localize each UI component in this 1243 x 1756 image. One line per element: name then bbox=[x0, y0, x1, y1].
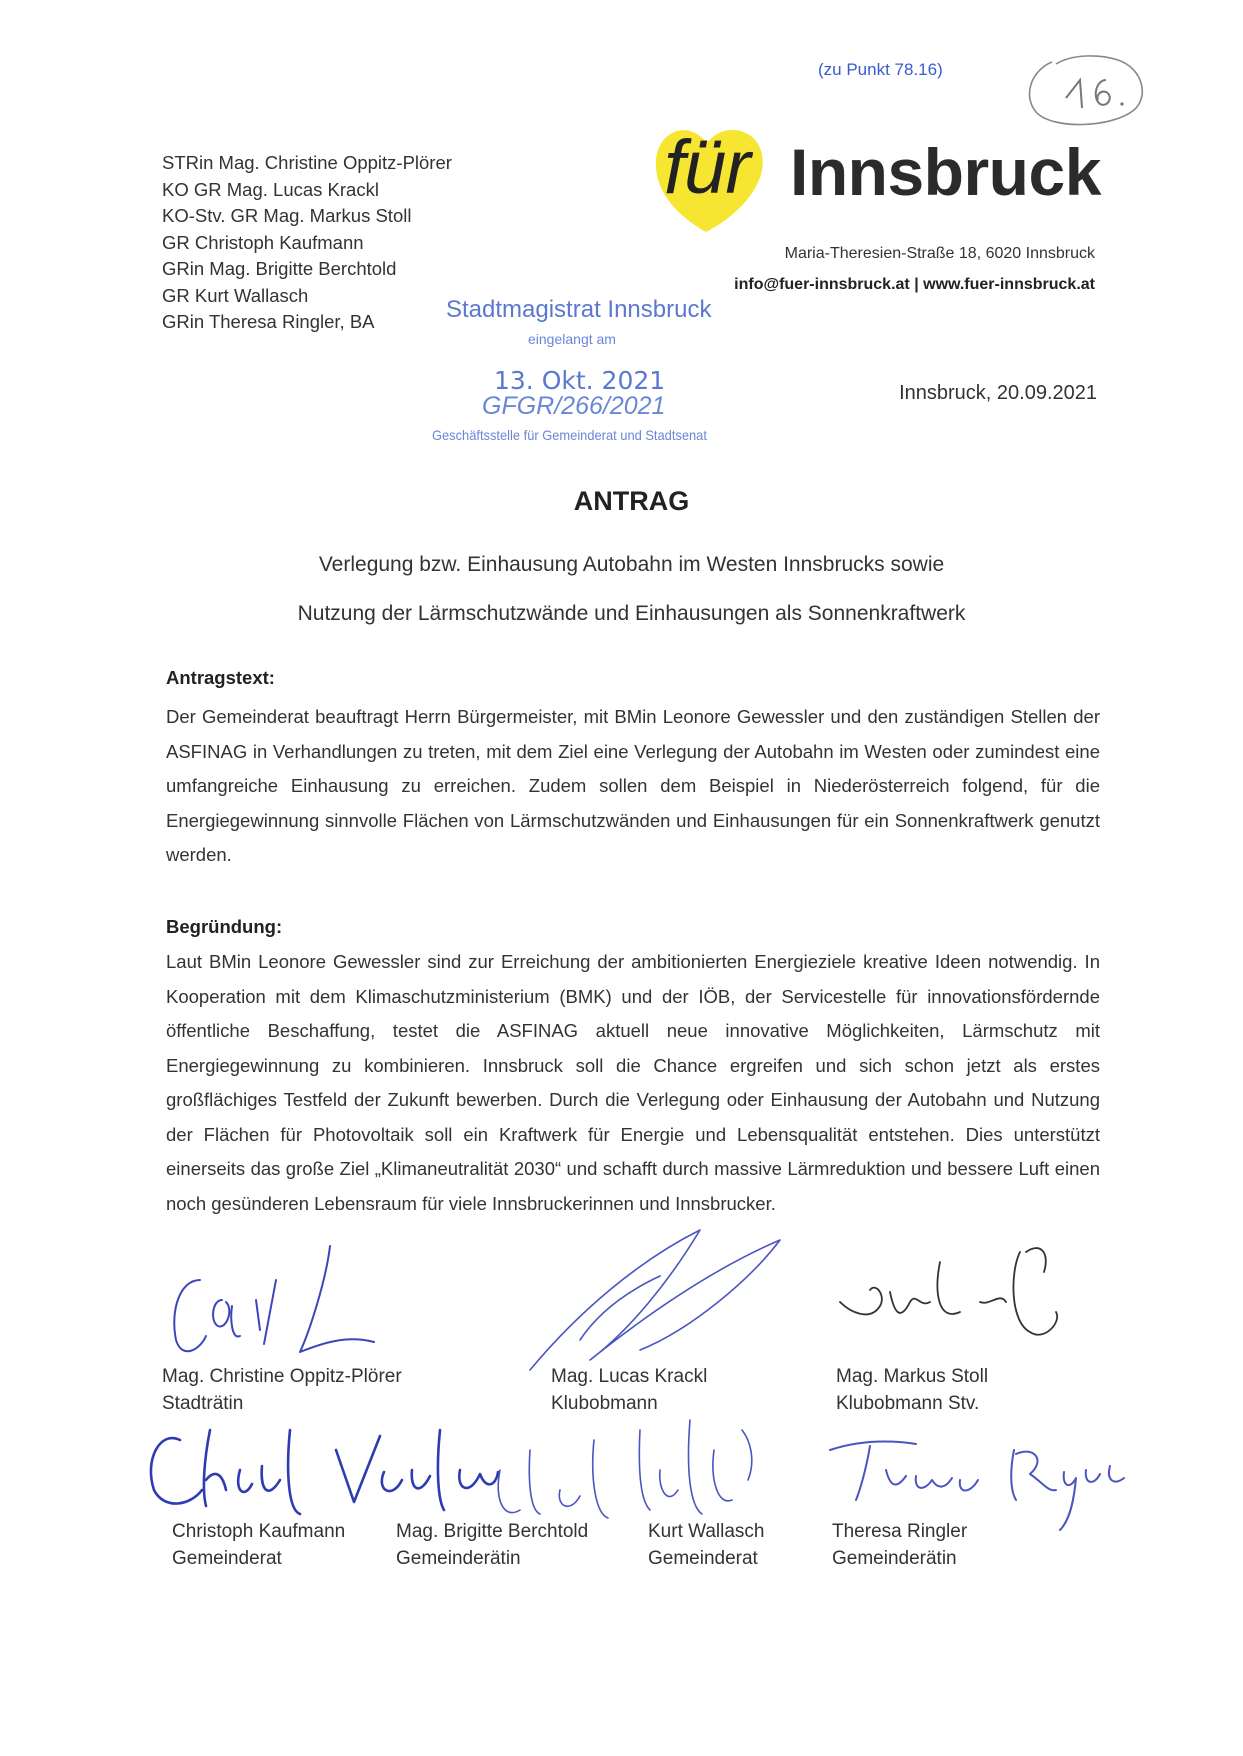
organization-address: Maria-Theresien-Straße 18, 6020 Innsbruck bbox=[784, 245, 1095, 262]
subject-line: Nutzung der Lärmschutzwände und Einhausungen als Sonnenkraftwerk bbox=[297, 602, 966, 625]
submitters-list bbox=[162, 150, 452, 336]
submitter-line: GRin Theresa Ringler, BA bbox=[162, 311, 375, 332]
antragstext-heading: Antragstext: bbox=[166, 667, 275, 688]
signer-name: Mag. Brigitte Berchtold bbox=[396, 1521, 589, 1542]
organization-contact: info@fuer-innsbruck.at | www.fuer-innsbruck.at bbox=[734, 276, 1095, 293]
antragstext-body: Der Gemeinderat beauftragt Herrn Bürgermeister, mit BMin Leonore Gewessler und den zuständigen Stellen der ASFINAG in Verhandlungen zu treten, mit dem Ziel eine Verlegung der Autobahn im Westen oder zumindest eine umfangreiche Einhausung zu erreichen. Zudem sollen dem Beispiel in Niederösterreich folgend, für die Energiegewinnung sinnvolle Flächen von Lärmschutzwänden und Einhausungen für ein Sonnenkraftwerk genutzt werden. bbox=[166, 706, 1100, 865]
signer-role: Gemeinderätin bbox=[832, 1548, 957, 1569]
signature-kaufmann bbox=[140, 1410, 500, 1520]
submitter-line: GR Christoph Kaufmann bbox=[162, 231, 364, 253]
signer-name: Mag. Markus Stoll bbox=[836, 1366, 989, 1387]
signer-name: Kurt Wallasch bbox=[648, 1521, 765, 1542]
logo-word-fur: für bbox=[664, 125, 750, 210]
subject-line: Verlegung bzw. Einhausung Autobahn im Westen Innsbrucks sowie bbox=[318, 553, 945, 576]
stamp-date: 13. Okt. 2021 bbox=[494, 366, 666, 395]
signer-name: Mag. Christine Oppitz-Plörer bbox=[162, 1366, 402, 1387]
agenda-reference: (zu Punkt 78.16) bbox=[818, 60, 943, 79]
document-date: Innsbruck, 20.09.2021 bbox=[899, 382, 1097, 404]
submitter-line: GR Kurt Wallasch bbox=[162, 284, 309, 306]
signer-name: Christoph Kaufmann bbox=[172, 1521, 346, 1542]
signature-oppitz-ploerer bbox=[160, 1240, 400, 1370]
document-subject bbox=[0, 540, 1243, 638]
signer-name: Theresa Ringler bbox=[832, 1521, 968, 1542]
begruendung-body: Laut BMin Leonore Gewessler sind zur Erreichung der ambitionierten Energieziele kreative Ideen notwendig. In Kooperation mit dem Klimaschutzministerium (BMK) und der IÖB, der Servicestelle für innovationsfördernde öffentliche Beschaffung, testet die ASFINAG aktuell neue innovative Möglichkeiten, Lärmschutz mit Energiegewinnung zu kombinieren. Innsbruck soll die Chance ergreifen und sich schon jetzt als erstes großflächiges Testfeld der Zukunft bewerben. Durch die Verlegung oder Einhausung der Autobahn und Nutzung der Flächen für Photovoltaik soll ein Kraftwerk für Energie und Lebensqualität entstehen. Dies unterstützt einerseits das große Ziel „Klimaneutralität 2030“ und schafft durch massive Lärmreduktion und bessere Luft einen noch gesünderen Lebensraum für viele Innsbruckerinnen und Innsbrucker. bbox=[166, 951, 1100, 1214]
signature-stoll bbox=[830, 1232, 1070, 1362]
stamp-title: Stadtmagistrat Innsbruck bbox=[446, 296, 712, 323]
submitter-line: KO GR Mag. Lucas Krackl bbox=[162, 178, 379, 200]
signature-block bbox=[172, 1518, 345, 1572]
signature-block bbox=[396, 1518, 588, 1572]
signer-role: Klubobmann bbox=[551, 1393, 658, 1414]
begruendung-heading: Begründung: bbox=[166, 916, 283, 937]
handwritten-page-number bbox=[1022, 50, 1152, 130]
submitter-line: KO-Stv. GR Mag. Markus Stoll bbox=[162, 205, 412, 226]
signer-role: Gemeinderat bbox=[648, 1548, 758, 1569]
signer-name: Mag. Lucas Krackl bbox=[551, 1366, 708, 1387]
stamp-subtitle: eingelangt am bbox=[528, 331, 616, 347]
submitter-line: GRin Mag. Brigitte Berchtold bbox=[162, 258, 397, 279]
signer-role: Gemeinderat bbox=[172, 1548, 282, 1569]
signature-krackl bbox=[520, 1220, 820, 1380]
signature-block bbox=[648, 1518, 765, 1572]
signature-block bbox=[551, 1363, 707, 1417]
signature-block bbox=[832, 1518, 967, 1572]
stamp-reference-number: GFGR/266/2021 bbox=[482, 392, 666, 420]
signer-role: Stadträtin bbox=[162, 1393, 244, 1414]
signature-block bbox=[836, 1363, 988, 1417]
submitter-line: STRin Mag. Christine Oppitz-Plörer bbox=[162, 152, 452, 173]
signer-role: Klubobmann Stv. bbox=[836, 1393, 980, 1414]
signature-block bbox=[162, 1363, 402, 1417]
stamp-office: Geschäftsstelle für Gemeinderat und Stadtsenat bbox=[432, 427, 707, 443]
signer-role: Gemeinderätin bbox=[396, 1548, 521, 1569]
document-title: ANTRAG bbox=[573, 486, 690, 516]
logo-word-innsbruck: Innsbruck bbox=[790, 135, 1101, 209]
